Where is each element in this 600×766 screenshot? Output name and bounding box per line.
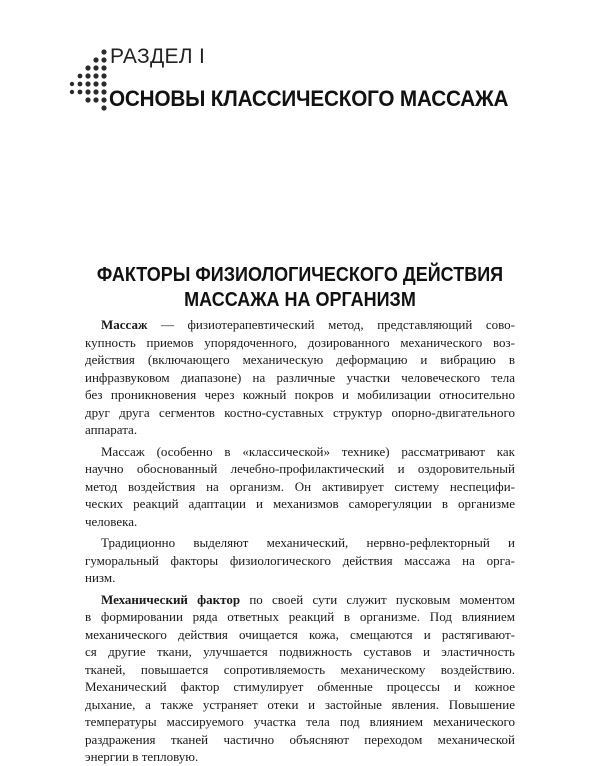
text-line: дыхание, а также устраняет отеки и застойные явления. Повышение <box>85 696 515 712</box>
text-line: тканей, повышается сопротивляемость механическому воздействию. <box>85 661 515 677</box>
text-line: механического действия очищается кожа, смещаются и растягивают- <box>85 626 515 642</box>
text-line: энергии в тепловую. <box>85 749 199 764</box>
text-segment: по своей сути служит пусковым моментом <box>240 591 515 607</box>
decorative-dots-icon <box>68 44 108 124</box>
term-mechanical-factor: Механический фактор <box>101 591 241 607</box>
text-line: научно обоснованный лечебно-профилактический и оздоровительный <box>85 461 515 476</box>
text-line: гуморальный факторы физиологического действия массажа на орга- <box>85 552 515 568</box>
text-line: низм. <box>85 570 116 585</box>
text-line: Традиционно выделяют механический, нервно-рефлекторный и <box>101 535 515 550</box>
text-line: Механический фактор стимулирует обменные процессы и кожное <box>85 679 515 694</box>
text-line: ся другие ткани, улучшается подвижность суставов и эластичность <box>85 644 515 659</box>
text-line: Массаж (особенно в «классической» технике) рассматривают как <box>101 443 515 459</box>
text-line: купность приемов упорядоченного, дозированного механического воз- <box>85 334 515 350</box>
part-title: ОСНОВЫ КЛАССИЧЕСКОГО МАССАЖА <box>109 86 509 111</box>
term-massage: Массаж <box>101 317 148 332</box>
text-line: без проникновения через кожный покров и мобилизации относительно <box>85 387 515 402</box>
section-label: РАЗДЕЛ I <box>110 45 206 68</box>
text-line: температуры массируемого участка тела под влиянием механического <box>85 714 515 729</box>
paragraph-mechanical-factor <box>85 591 515 766</box>
text-line: аппарата. <box>85 422 138 437</box>
text-segment: — физиотерапевтический метод, представляющий сово- <box>147 317 515 332</box>
text-line: ческих реакций адаптации и механизмов саморегуляции в организме <box>85 496 515 511</box>
text-line: в формировании ряда ответных реакций в организме. Под влиянием <box>85 609 515 624</box>
paragraph-factors <box>85 534 515 587</box>
chapter-title-line: МАССАЖА НА ОРГАНИЗМ <box>184 289 416 311</box>
text-line <box>85 591 515 609</box>
text-line: человека. <box>85 513 138 529</box>
text-line: метод воздействия на организм. Он активирует систему неспецифи- <box>85 478 515 494</box>
body-text <box>85 316 515 766</box>
text-line: друг друга сегментов костно-суставных структур опорно-двигательного <box>85 404 515 420</box>
text-line <box>85 316 515 334</box>
text-line: инфразвуковом диапазоне) на различные участки человеческого тела <box>85 369 515 385</box>
text-line: действия (включающего механическую деформацию и вибрацию в <box>85 352 515 367</box>
paragraph-massage-definition <box>85 316 515 439</box>
text-line: раздражения тканей частично объясняют переходом механической <box>85 731 515 747</box>
paragraph-massage-method <box>85 443 515 531</box>
chapter-title <box>0 263 600 313</box>
chapter-title-line: ФАКТОРЫ ФИЗИОЛОГИЧЕСКОГО ДЕЙСТВИЯ <box>96 264 504 286</box>
